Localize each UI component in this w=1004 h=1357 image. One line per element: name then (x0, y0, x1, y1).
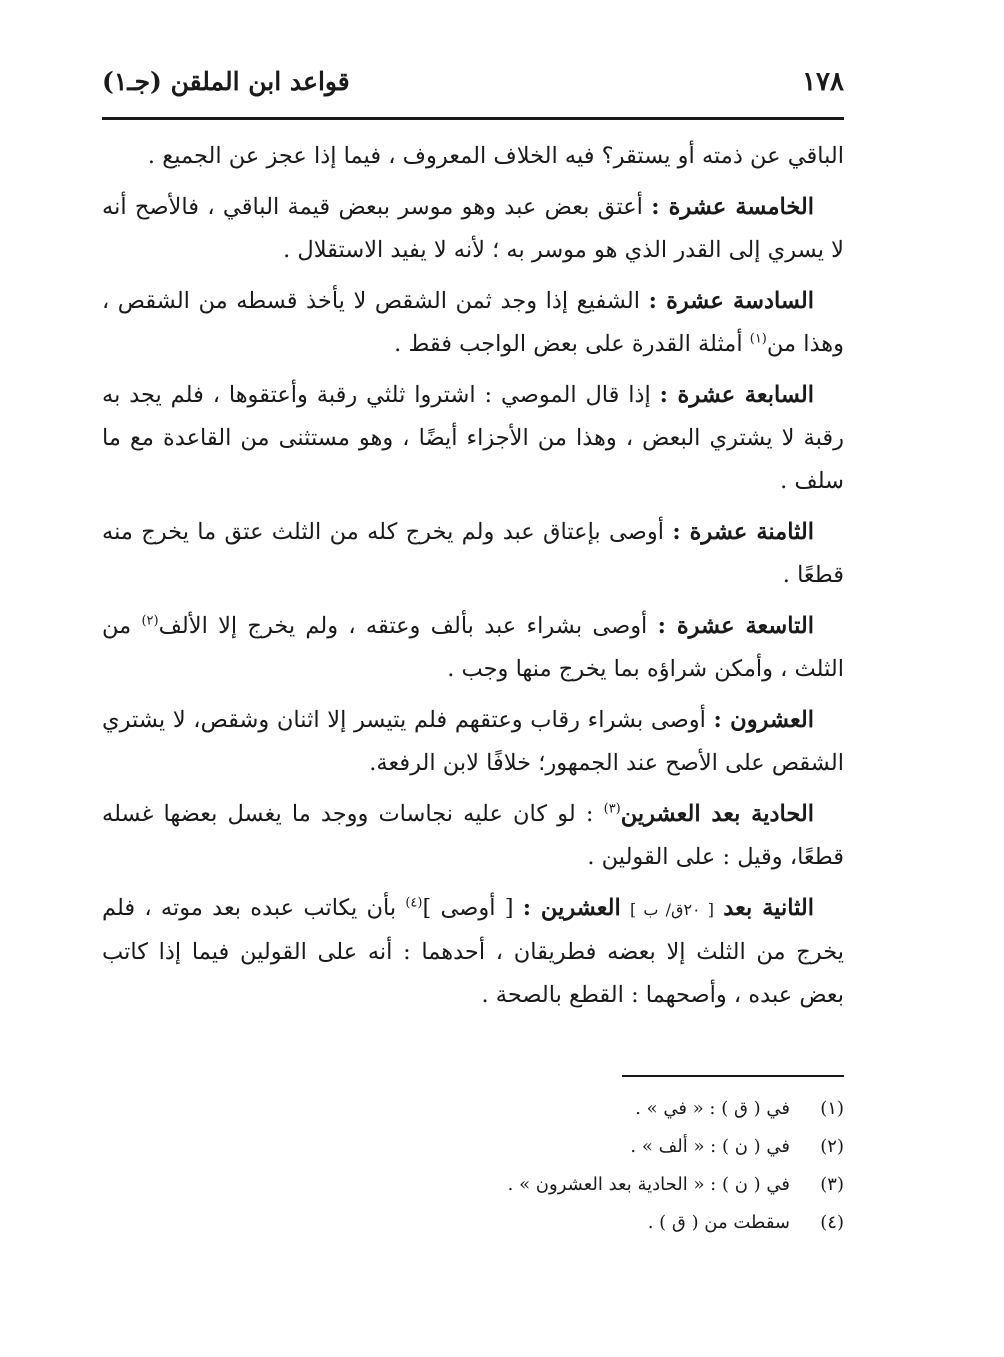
running-title: قواعد ابن الملقن (جـ١) (102, 67, 350, 96)
footnote-marker: (٣) (603, 801, 621, 817)
paragraph-text: الباقي عن ذمته أو يستقر؟ فيه الخلاف المعروف ، فيما إذا عجز عن الجميع . (147, 143, 844, 169)
footnote-marker: (١) (749, 331, 767, 347)
footnote-number: (١) (820, 1098, 844, 1119)
rule-heading: السابعة عشرة : (659, 382, 814, 408)
footnote-marker: (٤) (405, 895, 423, 911)
paragraph-19 (102, 605, 844, 691)
paragraph-text: أعتق بعض عبد وهو موسر ببعض قيمة الباقي ، فالأصح أنه لا يسري إلى القدر الذي هو موسر به ؛ لأنه لا يفيد الاستقلال . (102, 194, 844, 263)
paragraph-text: أمثلة القدرة على بعض الواجب فقط . (394, 331, 750, 357)
footnote-number: (٤) (820, 1212, 844, 1233)
footnote-item (102, 1090, 844, 1128)
paragraph-text: إذا قال الموصي : اشتروا ثلثي رقبة وأعتقوها ، فلم يجد به رقبة لا يشتري البعض ، وهذا من الأجزاء أيضًا ، وهو مستثنى من القاعدة مع ما سلف . (102, 382, 844, 494)
footnote-item (102, 1204, 844, 1242)
rule-heading: الخامسة عشرة : (651, 194, 814, 220)
footnote-number: (٣) (820, 1174, 844, 1195)
manuscript-folio-ref: [ ٢٠ق/ ب ] (630, 900, 715, 919)
rule-heading: الحادية بعد العشرين (620, 801, 814, 827)
paragraph-text: أوصى بشراء عبد بألف وعتقه ، ولم يخرج إلا الألف (158, 613, 658, 639)
paragraph-text: أوصى بشراء رقاب وعتقهم فلم يتيسر إلا اثنان وشقص، لا يشتري الشقص على الأصح عند الجمهور؛ خلافًا لابن الرفعة. (102, 707, 844, 776)
rule-heading: السادسة عشرة : (648, 288, 814, 314)
paragraph-continuation (102, 135, 844, 178)
rule-heading: العشرين : (522, 895, 621, 921)
footnote-item (102, 1166, 844, 1204)
paragraph-17 (102, 374, 844, 503)
paragraph-text: من الثلث ، وأمكن شراؤه بما يخرج منها وجب . (102, 613, 844, 682)
footnote-marker: (٢) (141, 613, 159, 629)
page-number: ١٧٨ (802, 67, 844, 97)
paragraph-22 (102, 887, 844, 1017)
main-text (102, 135, 844, 1025)
footnote-item (102, 1128, 844, 1166)
rule-heading: التاسعة عشرة : (657, 613, 814, 639)
page-header (102, 62, 844, 114)
footnote-number: (٢) (820, 1136, 844, 1157)
paragraph-16 (102, 280, 844, 366)
paragraph-20 (102, 699, 844, 785)
header-rule (102, 117, 844, 120)
paragraph-15 (102, 186, 844, 272)
rule-heading: الثانية بعد (723, 895, 814, 921)
footnote-text: في ( ق ) : « في » . (635, 1098, 790, 1119)
footnote-text: في ( ن ) : « الحادية بعد العشرون » . (507, 1174, 790, 1195)
paragraph-text: : لو كان عليه نجاسات ووجد ما يغسل بعضها غسله قطعًا، وقيل : على القولين . (102, 801, 844, 870)
paragraph-text: الشفيع إذا وجد ثمن الشقص لا يأخذ قسطه من الشقص ، وهذا من (102, 288, 844, 357)
footnote-text: في ( ن ) : « ألف » . (630, 1136, 790, 1157)
paragraph-text: [ أوصى ] (422, 895, 523, 921)
rule-heading: العشرون : (713, 707, 815, 733)
paragraph-21 (102, 793, 844, 879)
paragraph-text: أوصى بإعتاق عبد ولم يخرج كله من الثلث عتق ما يخرج منه قطعًا . (102, 519, 844, 588)
paragraph-text: بأن يكاتب عبده بعد موته ، فلم يخرج من الثلث إلا بعضه فطريقان ، أحدهما : أنه على القولين فيما إذا كاتب بعض عبده ، وأصحهما : القطع بالصحة . (102, 895, 844, 1008)
footnote-text: سقطت من ( ق ) . (647, 1212, 790, 1233)
footnotes (102, 1090, 844, 1242)
footnote-rule (622, 1075, 844, 1077)
rule-heading: الثامنة عشرة : (672, 519, 814, 545)
paragraph-18 (102, 511, 844, 597)
